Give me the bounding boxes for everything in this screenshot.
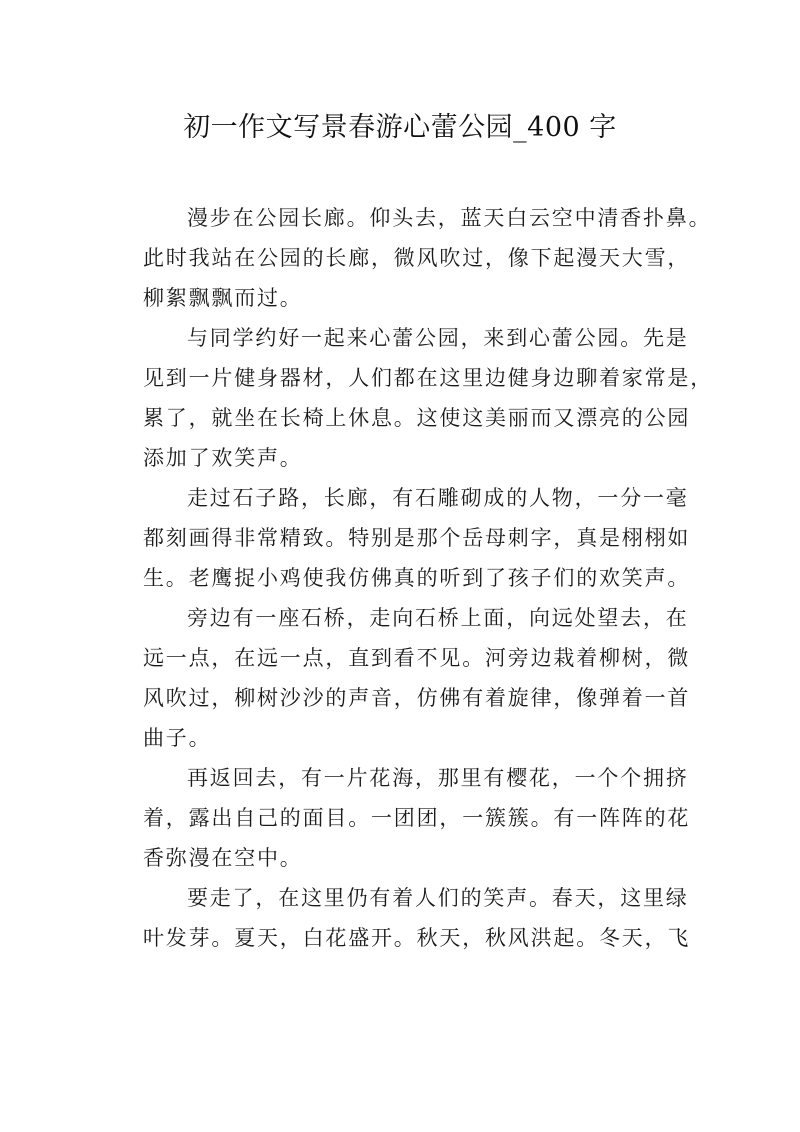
paragraph-line: 此时我站在公园的长廊，微风吹过，像下起漫天大雪， — [143, 246, 691, 270]
paragraph-2 — [143, 318, 713, 478]
paragraph-line: 生。老鹰捉小鸡使我仿佛真的听到了孩子们的欢笑声。 — [143, 566, 691, 590]
paragraph-line: 香弥漫在空中。 — [143, 846, 303, 870]
paragraph-6 — [143, 878, 691, 958]
document-title: 初一作文写景春游心蕾公园_400 字 — [183, 112, 617, 143]
paragraph-line: 见到一片健身器材，人们都在这里边健身边聊着家常是， — [143, 366, 713, 390]
paragraph-line: 走过石子路，长廊，有石雕砌成的人物，一分一毫 — [187, 486, 689, 510]
paragraph-line: 远一点，在远一点，直到看不见。河旁边栽着柳树，微 — [143, 646, 691, 670]
document-body — [143, 198, 713, 958]
paragraph-line: 累了，就坐在长椅上休息。这使这美丽而又漂亮的公园 — [143, 406, 691, 430]
paragraph-line: 漫步在公园长廊。仰头去，蓝天白云空中清香扑鼻。 — [187, 206, 712, 230]
paragraph-5 — [143, 758, 691, 878]
paragraph-line: 与同学约好一起来心蕾公园，来到心蕾公园。先是 — [187, 326, 689, 350]
paragraph-line: 曲子。 — [143, 726, 212, 750]
paragraph-line: 旁边有一座石桥，走向石桥上面，向远处望去，在 — [187, 606, 689, 630]
paragraph-4 — [143, 598, 691, 758]
paragraph-line: 都刻画得非常精致。特别是那个岳母刺字，真是栩栩如 — [143, 526, 691, 550]
paragraph-1 — [143, 198, 712, 318]
paragraph-line: 柳絮飘飘而过。 — [143, 286, 303, 310]
paragraph-line: 着，露出自己的面目。一团团，一簇簇。有一阵阵的花 — [143, 806, 691, 830]
paragraph-3 — [143, 478, 691, 598]
paragraph-line: 再返回去，有一片花海，那里有樱花，一个个拥挤 — [187, 766, 689, 790]
paragraph-line: 风吹过，柳树沙沙的声音，仿佛有着旋律，像弹着一首 — [143, 686, 691, 710]
paragraph-line: 要走了，在这里仍有着人们的笑声。春天，这里绿 — [187, 886, 689, 910]
paragraph-line: 叶发芽。夏天，白花盛开。秋天，秋风洪起。冬天，飞 — [143, 926, 691, 950]
paragraph-line: 添加了欢笑声。 — [143, 446, 303, 470]
